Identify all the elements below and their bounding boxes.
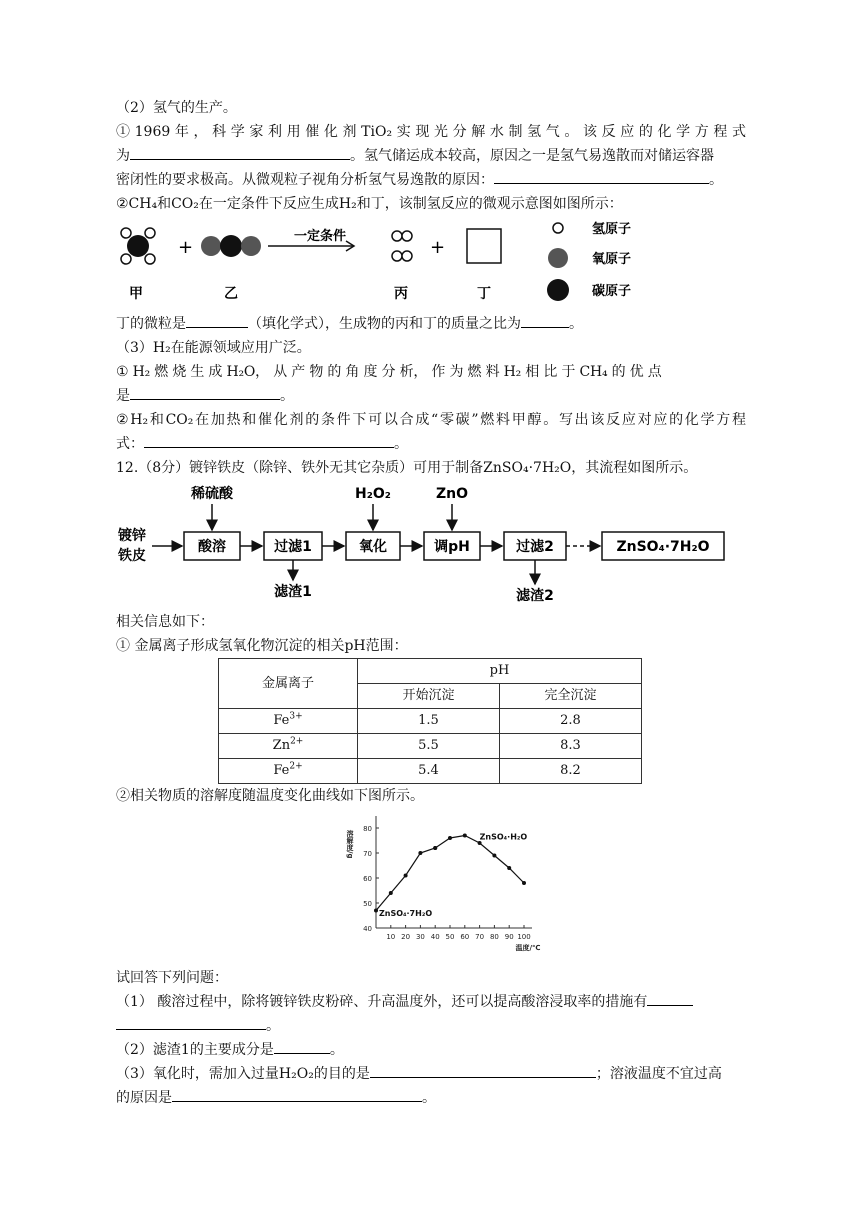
data-point [478,841,482,845]
section2-q1-line1: ①1969年，科学家利用催化剂TiO₂实现光分解水制氢气。该反应的化学方程式 [116,124,746,140]
legend [547,221,631,301]
table-row [219,734,642,759]
start-cell: 5.4 [358,759,500,784]
document-page [116,96,746,1110]
th-complete: 完全沉淀 [500,684,642,709]
x-axis-label: 温度/℃ [515,944,541,952]
process-flowchart [116,480,746,610]
y-tick-label: 60 [363,875,372,883]
section2-q1-line3-text: 密闭性的要求极高。从微观粒子视角分析氢气易逸散的原因： [116,172,494,188]
data-point [448,836,452,840]
reaction-condition: 一定条件 [294,229,347,244]
x-tick-label: 20 [401,933,411,941]
question-1-cont: 。 [116,1014,746,1038]
x-tick-label: 30 [415,933,425,941]
answer-blank-mass-ratio[interactable] [521,313,569,328]
flow-step-filter1: 过滤1 [274,539,312,555]
question-1-text: （1） 酸溶过程中，除将镀锌铁皮粉碎、升高温度外，还可以提高酸溶浸取率的措施有 [116,994,648,1010]
question-3-text-b: ；溶液温度不宜过高 [595,1066,722,1082]
section3-q2-line1: ②H₂和CO₂在加热和催化剂的条件下可以合成“零碳”燃料甲醇。写出该反应对应的化学方程 [116,412,746,428]
x-tick-label: 50 [445,933,455,941]
legend-carbon: 碳原子 [592,284,632,299]
answer-blank-temperature-reason[interactable] [172,1087,422,1102]
question-2-text: （2）滤渣1的主要成分是 [116,1042,274,1058]
x-tick-label: 40 [430,933,440,941]
flow-step-oxidize: 氧化 [359,539,387,555]
answer-blank-reason[interactable] [494,169,709,184]
data-point [418,851,422,855]
data-point [522,881,526,885]
question-3-text: （3）氧化时，需加入过量H₂O₂的目的是 [116,1066,370,1082]
complete-cell: 8.3 [500,734,642,759]
x-tick-label: 70 [475,933,485,941]
carbon-atom-icon [547,279,569,301]
residue-2: 滤渣2 [516,588,554,604]
x-tick-label: 10 [386,933,396,941]
molecule-yi [201,235,261,257]
hydrogen-atom-icon [553,223,563,233]
label-ding: 丁 [477,286,491,302]
flow-step-acid: 酸溶 [198,539,226,555]
section2-q1-line2 [116,144,746,168]
complete-cell: 2.8 [500,709,642,734]
section3-q2-prefix: 式： [116,436,144,452]
q2-answer-middle: （填化学式），生成物的丙和丁的质量之比为 [248,316,521,332]
section3-heading: （3）H₂在能源领域应用广泛。 [116,340,311,356]
label-bing: 丙 [394,286,408,302]
legend-hydrogen: 氢原子 [592,222,632,237]
section2-q1-prefix: 为 [116,148,130,164]
answer-blank-advantage[interactable] [130,385,280,400]
data-point [374,909,378,913]
q2-answer-end: 。 [569,316,583,332]
data-point [404,874,408,878]
start-cell: 1.5 [358,709,500,734]
ion-cell: $Fe^{3+}$ [219,709,358,734]
answer-blank-methanol-equation[interactable] [144,433,394,448]
answer-blank-residue1[interactable] [274,1039,330,1054]
molecule-jia [121,228,155,264]
x-tick-label: 100 [517,933,531,941]
molecule-bing [392,231,412,261]
section2-heading: （2）氢气的生产。 [116,100,237,116]
question-1 [116,990,746,1014]
th-ph: pH [358,659,642,684]
plus-sign-2: + [430,237,446,258]
x-tick-label: 60 [460,933,470,941]
question-3-text-c: 的原因是 [116,1090,172,1106]
ion-cell: $Zn^{2+}$ [219,734,358,759]
answer-blank-h2o2-purpose[interactable] [370,1063,596,1078]
ion-cell: $Fe^{2+}$ [219,759,358,784]
info-1: ① 金属离子形成氢氧化物沉淀的相关pH范围： [116,638,408,654]
questions-heading: 试回答下列问题： [116,970,228,986]
y-tick-label: 70 [363,850,372,858]
reagent-zno: ZnO [435,486,469,502]
answer-blank-measure-b[interactable] [116,1015,266,1030]
y-tick-label: 40 [363,925,372,933]
reagent-sulfuric-acid: 稀硫酸 [191,486,233,502]
reaction-microdiagram [116,216,746,312]
solubility-curve [376,836,524,911]
data-point [463,834,467,838]
solubility-chart [116,808,746,956]
label-yi: 乙 [224,286,238,302]
data-point [433,846,437,850]
section2-q1-suffix: 。氢气储运成本较高，原因之一是氢气易逸散而对储运容器 [350,148,714,164]
q12-line: 12.（8分）镀锌铁皮（除锌、铁外无其它杂质）可用于制备ZnSO₄·7H₂O，其流程如图所示。 [116,460,698,476]
unknown-product-box [467,229,501,263]
y-axis-label: 溶解度/g [346,830,354,859]
flow-step-filter2: 过滤2 [516,539,554,555]
table-row [219,759,642,784]
residue-1: 滤渣1 [274,584,312,600]
oxygen-atom-icon [548,248,568,268]
q2-answer-prefix: 丁的微粒是 [116,316,186,332]
legend-oxygen: 氧原子 [592,252,632,267]
flow-start-1: 镀锌 [118,528,146,544]
data-point [507,866,511,870]
th-start: 开始沉淀 [358,684,500,709]
section3-q1-line2: 是 。 [116,384,746,408]
flow-step-ph: 调pH [434,539,470,555]
question-3-cont: 的原因是 。 [116,1086,746,1110]
plus-sign-1: + [178,237,194,258]
series-label: ZnSO₄·H₂O [479,832,528,842]
y-tick-label: 50 [363,900,372,908]
question-3 [116,1062,746,1086]
table-row [219,709,642,734]
data-point [492,854,496,858]
info-heading: 相关信息如下： [116,614,214,630]
info-2: ②相关物质的溶解度随温度变化曲线如下图所示。 [116,788,424,804]
complete-cell: 8.2 [500,759,642,784]
flow-step-product: ZnSO₄·7H₂O [616,539,710,555]
answer-blank-measure-a[interactable] [647,991,693,1006]
data-point [389,891,393,895]
reagent-h2o2: H₂O₂ [355,486,391,502]
x-tick-label: 90 [504,933,514,941]
th-ion: 金属离子 [219,659,358,709]
flow-start-2: 铁皮 [118,548,146,564]
section2-q2-answer [116,312,746,336]
label-jia: 甲 [129,286,143,302]
section3-q2-line2: 式： 。 [116,432,746,456]
series-label: ZnSO₄·7H₂O [378,909,433,918]
x-tick-label: 80 [489,933,499,941]
section2-q1-line3: 密闭性的要求极高。从微观粒子视角分析氢气易逸散的原因： 。 [116,168,746,192]
answer-blank-particle[interactable] [186,313,248,328]
section3-q1-line1: ① H₂ 燃 烧 生 成 H₂O， 从 产 物 的 角 度 分 析， 作 为 燃 料 H₂ 相 比 于 CH₄ 的 优 点 [116,364,662,380]
ph-table [218,658,642,784]
y-tick-label: 80 [363,825,372,833]
question-2: （2）滤渣1的主要成分是 。 [116,1038,746,1062]
answer-blank-equation[interactable] [130,145,350,160]
start-cell: 5.5 [358,734,500,759]
section2-q2-line: ②CH₄和CO₂在一定条件下反应生成H₂和丁，该制氢反应的微观示意图如图所示： [116,196,623,212]
section3-q1-prefix: 是 [116,388,130,404]
